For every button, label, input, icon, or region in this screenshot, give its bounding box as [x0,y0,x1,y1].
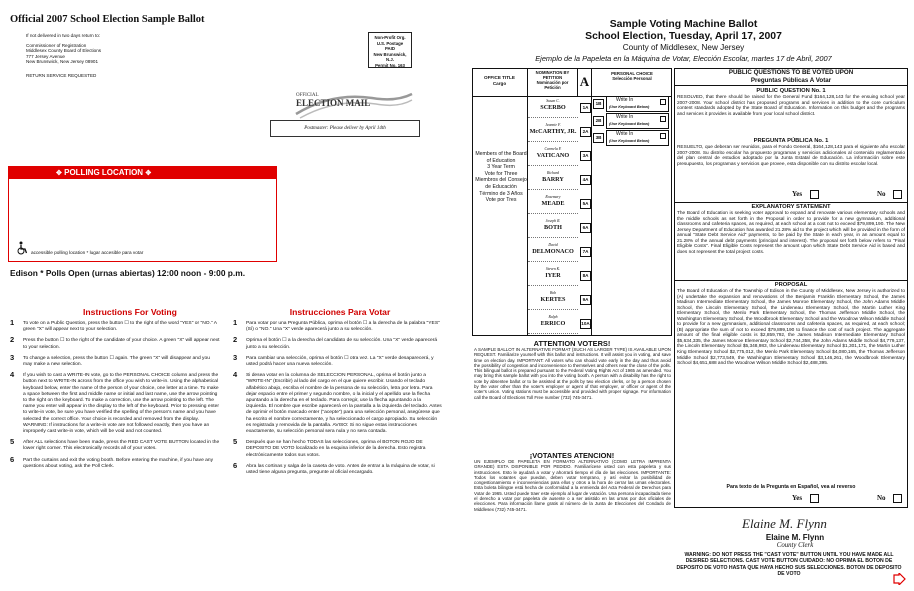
attention-text: A SAMPLE BALLOT IN ALTERNATIVE FORMAT (SUCH AS LARGER TYPE) IS AVAILABLE UPON REQUEST. Familiarize yourself with this ballot and instructions. It will assist you in voting, and save time on election day. IMPORTANT: All voters who can should vote early in the day and thus avoid the possibility of congestion and inconvenience to themselves and others near the close of the polls. This bilingual ballot is prepared pursuant to the Federal Voting Rights Act of 1965 as amended. You may bring this sample ballot with you into the voting booth. A person with a disability has the right to vote by absentee ballot or to be assisted at the polls by two election clerks, or by a person chosen by the voter other than the voter's employer or agent of that employer, or officer or agent of the voter's union. Voting stations must be accessible and provided with proper signage. For information call the Board of Elections Toll Free number (732) 745-3471. [474,347,671,400]
candidate-first-name: David [548,243,558,247]
write-in-button[interactable] [606,130,669,146]
candidate-vote-button[interactable]: 7A [580,247,591,257]
write-in-checkbox[interactable] [660,133,666,139]
candidate-cell [528,315,578,334]
candidate-vote-button[interactable]: 1A [580,103,591,113]
sample-ballot-title: Sample Voting Machine Ballot [609,19,758,30]
pq-header-en: PUBLIC QUESTIONS TO BE VOTED UPON [728,69,854,76]
write-in-label: Write In [616,114,634,120]
arrow-right-icon [893,573,906,585]
instruction-item [233,318,443,333]
no-label: No [877,190,886,198]
instructions-en [10,318,220,475]
proposal-title: PROPOSAL [774,282,808,288]
write-in-number: 3B [593,133,604,143]
candidate-cell [528,99,578,118]
office-title-header: OFFICE TITLE Cargo [472,68,528,96]
write-in-checkbox[interactable] [660,99,666,105]
pin-icon: ✥ [56,170,62,177]
candidate-last-name: ERRICO [540,320,566,327]
explanatory-title: EXPLANATORY STATEMENT [751,204,831,210]
instruction-text: Para cambiar una selección, oprima el botón ☐ otra vez. La "X" verde desaparecerá, y usted podrá hacer una nueva selección. [246,355,434,368]
instruction-text: Press the button ☐ to the right of the candidate of your choice. A green "X" will appear next to your selection. [23,338,220,350]
instruction-item [233,437,443,459]
instruction-number: 2 [10,335,15,345]
instruction-number: 4 [233,370,238,380]
instruction-text: Si desea votar en la columna de SELECCION PERSONAL, oprima el botón junto a "WRITE-IN" (Escribir) al lado del cargo en el que quiere escribir. Usando el teclado alfabético abajo, escriba el nombre de la persona de su selección, letra por letra. Para dejar espacio entre el primer y segundo nombre, o la inicial y el apellido use la flecha apuntando a la derecha en el teclado. Para corregir, use la flecha apuntando a la izquierda. El nombre que escribe aparecerá en la pantalla a la izquierda del teclado. Antes de oprimir el botón marcado enter ("acepte") para una selección personal, asegúrese que ha escrito el nombre correctamente, y ha seleccionado el cargo apropiado. Su selección es registrada y removida de la pantalla. AVISO: Si no sigue estas instrucciones exactamente, su selección personal sera nula y no sera contada. [246,373,442,435]
return-line-4: New Brunswick, New Jersey 08901 [26,59,98,65]
mail-logo-official: OFFICIAL [296,93,319,98]
postage-line-3: New Brunswick, N.J. [373,51,407,63]
candidate-first-name: Richard [546,171,560,175]
question-1-text: RESOLVED, that there should be raised for the General Fund $164,128,143 for the ensuing school year 2007-2008. Your school district has proposed programs and services in addition to the core curriculum content standards adopted by the State Board of Education. Information on this budget and the programs and services it provides is available from your local school district. [677,95,905,117]
candidate-first-name: Jeannie F. [545,123,561,127]
nomination-header: NOMINATION BY PETITION Nominación por Petición [528,68,578,96]
yes-checkbox[interactable] [810,190,819,199]
instruction-item [10,437,220,452]
write-in-sublabel: (Use Keyboard Below) [609,122,650,126]
spanish-note: Para texto de la Pregunta en Español, vea al reverso [726,484,856,490]
instruction-item [10,352,220,368]
instruction-item [233,460,443,476]
instruction-number: 5 [10,437,15,447]
county-title: County of Middlesex, New Jersey [622,43,745,52]
write-in-sublabel: (Use Keyboard Below) [609,105,650,109]
instruction-number: 6 [233,460,238,470]
personal-choice-header: PERSONAL CHOICE Selección Personal [611,71,653,82]
write-in-number: 1B [593,99,604,109]
return-line-0: If not delivered in two days return to: [26,33,101,38]
accessible-note: accessible polling location * lugar accesible para votar [31,250,144,255]
candidate-vote-button[interactable]: 5A [580,199,591,209]
candidate-cell [528,267,578,286]
write-in-number: 2B [593,116,604,126]
yes-label: Yes [792,494,803,502]
question-1-title-es: PREGUNTA PÚBLICA No. 1 [753,138,829,144]
clerk-name: Elaine M. Flynn [765,533,825,542]
polling-location-box [8,166,277,262]
instruction-item [233,370,443,435]
return-service: RETURN SERVICE REQUESTED [26,72,97,78]
yes-checkbox[interactable] [810,494,819,503]
instruction-number: 4 [10,370,15,380]
polls-open-hours: Edison * Polls Open (urnas abiertas) 12:00 noon - 9:00 p.m. [10,268,246,278]
postage-line-1: U.S. Postage [376,40,404,46]
candidate-cell [528,219,578,238]
instruction-text: Después que se han hecho TODAS las selecciones, oprima el BOTON ROJO DE DEPOSITO DE VOTO localizado en la esquina inferior de la derecha. Esto registra electrónicamente todos sus votos. [246,440,426,458]
instruction-number: 1 [233,318,238,327]
no-checkbox[interactable] [893,494,902,503]
election-date-title: School Election, Tuesday, April 17, 2007 [585,31,782,42]
yes-label: Yes [792,190,803,198]
instruction-number: 6 [10,454,15,464]
candidate-vote-button[interactable]: 8A [580,271,591,281]
candidate-last-name: IYER [545,272,561,279]
office-column [472,97,528,336]
pq-divider [674,202,908,203]
instruction-text: After ALL selections have been made, press the RED CAST VOTE BUTTON located in the lower right corner. This electronically records all of your votes. [23,440,220,452]
candidate-last-name: VATICANO [536,152,570,159]
candidate-cell [528,243,578,262]
candidate-first-name: Carmela F. [544,147,562,151]
candidate-last-name: McCARTHY, JR. [529,128,577,135]
return-line-2: Middlesex County Board of Elections [26,48,102,54]
instruction-item [10,318,220,333]
candidate-last-name: KERTES [540,296,566,303]
column-a-header: A [578,68,592,96]
explanatory-text: The Board of Education is seeking voter approval to expand and renovate various elementary schools and the middle schools as set forth in the Proposal in order to provide for a new gymnasium, additional classrooms and cafeteria spaces, as required, at each school at a cost not to exceed $79,899,190. The New Jersey Department of Education has awarded 21.28% aid to the project which will be provided in the form of annual "State Debt Service Aid" payments, to be paid by the State in each year, in an amount equal to 21.28% of the annual debt payments (principal and interest). The proposal set forth below refers to "Final Eligible Costs". Final Eligible Costs represent the amount upon which State Debt Service Aid is based and does not represent the total project costs. [677,211,905,255]
instruction-text: To vote on a Public Question, press the button ☐ to the right of the word "YES" or "NO." A green "X" will appear next to your selection. [23,321,217,333]
instructions-title-en: Instructions For Voting [83,307,177,317]
return-line-3: 777 Jersey Avenue [26,53,65,59]
candidate-vote-button[interactable]: 2A [580,127,591,137]
postage-line-0: Non-Profit Org. [374,35,406,40]
candidate-first-name: Steven K. [545,267,561,271]
write-in-checkbox[interactable] [660,116,666,122]
candidate-last-name: BARRY [542,176,564,183]
no-checkbox[interactable] [893,190,902,199]
instruction-text: If you wish to cast a WRITE-IN vote, go to the PERSONAL CHOICE column and press the button next to WRITE-IN across from the office you wish to write-in. Using the alphabetical keyboard below, enter the name of the person of your choice, one letter at a time. To make a space between the first and middle name or initial and last name, use the arrow pointing to the right on the keyboard. To make a correction, use the arrow pointing to the left. The name you enter will appear in the display to the left of the keyboard. Prior to pressing enter to write-in vote, be sure you have verified the spelling of the person's name and you have selected the correct office. Your choice is recorded and removed from the display. WARNING: If instructions for a write-in vote are not followed exactly, then you have an improperly cast write-in vote, which will be void and not counted. [23,373,220,435]
instruction-text: To change a selection, press the button ☐ again. The green "X" will disappear and you may make a new selection. [23,355,210,368]
polling-location-header [8,166,277,179]
candidate-vote-button[interactable]: 4A [580,175,591,185]
instructions-title-es: Instrucciones Para Votar [289,307,391,317]
return-address [26,33,186,79]
attention-text-es: UN EJEMPLO DE PAPELETA EN FORMATO ALTERNATIVO (COMO LETRA IMPRENTA GRANDE) ESTA DISPONIBLE POR PEDIDO. Familiarícese usted con esta papeleta y sus instrucciones. Esto le ayudará a votar y ahorrará tiempo el día de las elecciones. IMPORTANTE: Todos los votantes que puedan, deben votar temprano, y así evitar la posibilidad de congestionamiento e inconveniencias para ellos y otros a la hora de cerrar las urnas electorales. Esta boleta bilingüe está hecha de conformidad a la enmienda del Acta Federal de Derechos para Votar de 1965. Usted puede traer este ejemplo al lugar de votación. Una persona incapacitada tiene el derecho a votar por papeleta de ausente o a ser asistido en las urnas por dos oficiales de elecciones. Para información llame gratis al número de la Junta de Elecciones del Condado de Middlesex (732) 745-3471. [474,459,671,512]
ballot-title: Official 2007 School Election Sample Ballot [10,14,205,25]
polling-location-label: POLLING LOCATION [64,168,144,177]
postage-line-4: Permit No. 163 [375,62,405,68]
clerk-title: County Clerk [776,542,814,549]
instructions-es [233,318,443,481]
public-questions-header [674,68,908,86]
candidate-vote-button[interactable]: 3A [580,151,591,161]
mail-logo-text: ELECTION MAIL [296,98,371,108]
candidate-last-name: DELMONACO [532,248,574,255]
instruction-text: Para votar por una Pregunta Pública, oprima el botón ☐ a la derecha de la palabra "YES" (Sí) o "NO." Una "X" verde aparecerá junto a su selección. [246,321,440,333]
pq-divider [674,280,908,281]
attention-title-es: ¡VOTANTES ATENCION! [529,451,615,460]
office-description: Members of the Board of Education 3 Year Term Vote for Three Miembros del Consejo de Educación Término de 3 Años Vote por Tres [475,151,527,204]
instruction-item [233,335,443,350]
write-in-label: Write In [616,131,634,137]
candidate-cell [528,171,578,190]
instruction-item [10,454,220,470]
postmaster-note: Postmaster: Please deliver by April 14th [270,120,420,137]
write-in-button[interactable] [606,113,669,129]
pq-header-es: Preguntas Públicas A Votar [750,77,832,84]
candidate-cell [528,123,578,142]
spanish-title: Ejemplo de la Papeleta en la Máquina de Votar, Elección Escolar, martes 17 de Abril, 2007 [535,54,832,63]
candidate-cell [528,147,578,166]
instruction-text: Abra las cortinas y salga de la caseta de voto. Antes de entrar a la máquina de votar, si usted tiene alguna pregunta, pregunte al oficial encargado. [246,463,435,476]
instruction-item [10,335,220,350]
candidate-first-name: Bob [549,291,557,295]
postage-line-2: PAID [385,46,395,52]
proposal-text: The Board of Education of the Township of Edison in the County of Middlesex, New Jersey is authorized to (A) undertake the expansion and renovations of the Benjamin Franklin Elementary School, the James Madison Intermediate Elementary School, the James Monroe Elementary School, the John Adams Middle School, the Lincoln Elementary School, the Lindeneau Elementary School, the Martin Luther King Elementary School, the Menlo Park Elementary School, the Thomas Jefferson Middle School, the Washington Elementary School, the Woodbrook Elementary School and the Woodrow Wilson Middle School to provide for a new gymnasium, additional classrooms and cafeteria spaces, as required, at each school; (B) appropriate the sum of not to exceed $79,899,190 to finance the cost of such project. The aggregate amount of the final eligible costs is $2,859,792, the James Madison Intermediate Elementary School $5,634,335, the James Monroe Elementary School $2,744,358, the John Adams Middle School $4,779,137, the Lincoln Elementary School $5,348,983, the Lindeneau Elementary School $1,301,171, the Martin Luther King Elementary School $2,775,012, the Menlo Park Elementary School $4,080,165, the Thomas Jefferson Middle School $2,773,549, the Washington Elementary School $3,146,261, the Woodbrook Elementary School $4,651,688 and the Woodrow Wilson Middle School $2,488,395. [677,289,905,367]
election-mail-logo [292,84,416,122]
instruction-number: 1 [10,318,15,327]
return-line-1: Commissioner of Registration [26,42,87,48]
postage-indicia [368,32,412,68]
cast-vote-warning: WARNING: DO NOT PRESS THE "CAST VOTE" BUTTON UNTIL YOU HAVE MADE ALL DESIRED SELECTIONS. CAST VOTE BUTTON CUIDADO: NO OPRIMA EL BOTON DE DEPOSITO DE VOTO HASTA QUE HAYA HECHO SUS SELECCIONES. BOTON DE DEPOSITO DE VOTO [676,552,902,578]
write-in-label: Write In [616,97,634,103]
instruction-item [233,352,443,368]
clerk-signature [736,512,856,534]
instruction-number: 3 [233,352,238,362]
pin-icon-right: ✥ [145,170,152,177]
candidate-last-name: MEADE [541,200,565,207]
signature-text: Elaine M. Flynn [742,516,827,531]
wheelchair-icon [16,241,29,255]
candidate-first-name: Ralph [548,315,558,319]
candidate-first-name: Rosemary [545,195,561,199]
candidate-first-name: Susan C. [546,99,560,103]
instruction-number: 3 [10,352,15,362]
question-1-title: PUBLIC QUESTION No. 1 [756,88,826,94]
no-label: No [877,494,886,502]
candidate-first-name: Joseph R. [545,219,561,223]
candidate-vote-button[interactable]: 9A [580,295,591,305]
attention-title: ATTENTION VOTERS! [533,339,611,348]
write-in-sublabel: (Use Keyboard Below) [609,139,650,143]
candidate-vote-button[interactable]: 10A [580,319,591,329]
instruction-number: 2 [233,335,238,345]
candidate-cell [528,195,578,214]
instruction-number: 5 [233,437,238,447]
candidate-cell [528,291,578,310]
instruction-text: Oprima el botón ☐ a la derecha del candidato de su selección. Una "X" verde aparecerá junto a su selección. [246,338,438,350]
write-in-button[interactable] [606,96,669,112]
instruction-item [10,370,220,435]
candidate-last-name: BOTH [544,224,562,231]
candidate-last-name: SCERBO [540,104,566,111]
candidate-vote-button[interactable]: 6A [580,223,591,233]
instruction-text: Part the curtains and exit the voting booth. Before entering the machine, if you have any questions about voting, ask the Poll Clerk. [23,457,214,469]
question-1-text-es: RESUELTO, que deberan ser reunidos, para el Fondo General, $164,128,143 para el siguiente año escolar 2007-2008. Su distrito escolar ha propuesto programas y servicios adicionales al contenido reglamentario del plan central de estudios adoptado por la Junta Estatal de Educación. La información sobre este presupuesto, los programas y servicios que provee, esta disponible con su distrito escolar local. [677,145,905,167]
